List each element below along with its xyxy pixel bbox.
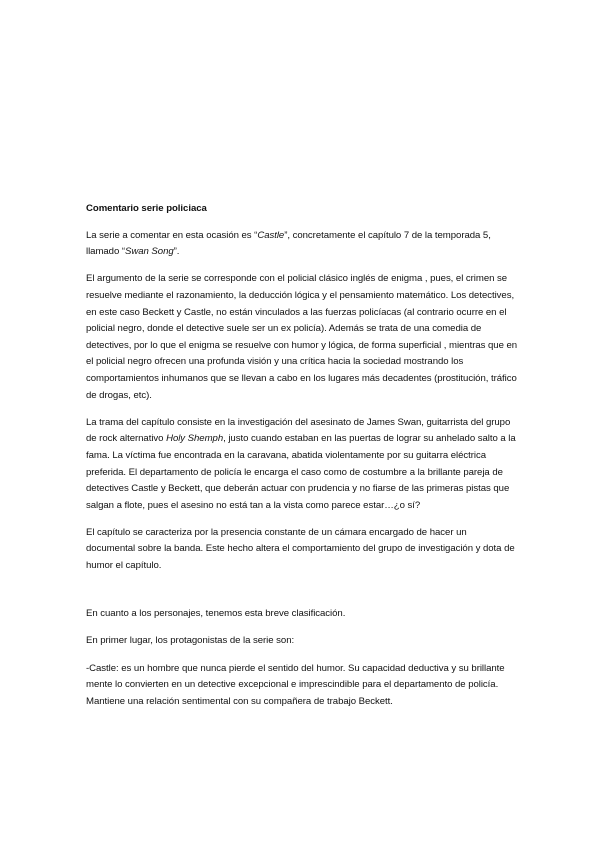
band-name: Holy Shemph xyxy=(166,433,224,445)
series-name: Castle xyxy=(257,229,285,241)
episode-name: Swan Song xyxy=(125,246,174,258)
document-title: Comentario serie policiaca xyxy=(86,203,207,214)
castle-paragraph: -Castle: es un hombre que nunca pierde el sentido del humor. Su capacidad deductiva y su brillante mente lo convierten en un detective excepcional e imprescindible para el departamento de policía. Mantiene una relación sentimental con su compañera de trabajo Beckett. xyxy=(86,662,505,707)
intro-text-start: La serie a comentar en esta ocasión es “ xyxy=(86,229,258,241)
plot-text-start: La trama del capítulo consiste en la investigación del asesinato de James Swan, guitarrista del grupo de rock alternativo xyxy=(86,416,511,445)
protagonists-paragraph: En primer lugar, los protagonistas de la serie son: xyxy=(86,635,295,647)
plot-paragraph xyxy=(86,415,518,515)
plot-text-end: , justo cuando estaban en las puertas de lograr su anhelado salto a la fama. La víctima fue encontrada en la caravana, abatida violentamente por su guitarra eléctrica preferida. El departamento de policía le encarga el caso como de costumbre a la brillante pareja de detectives Castle y Beckett, que deberán actuar con prudencia y no fiarse de las primeras pistas que salgan a flote, pues el asesino no está tan a la vista como parece estar…¿o sí? xyxy=(86,433,516,511)
intro-text-end: ”. xyxy=(173,246,180,258)
intro-text-middle: ”, concretamente el capítulo 7 de la temporada 5, llamado “ xyxy=(86,229,491,258)
document-body xyxy=(86,201,518,721)
paragraph-gap xyxy=(86,585,518,606)
characters-paragraph: En cuanto a los personajes, tenemos esta breve clasificación. xyxy=(86,608,346,620)
intro-paragraph xyxy=(86,228,518,261)
camera-paragraph: El capítulo se caracteriza por la presencia constante de un cámara encargado de hacer un documental sobre la banda. Este hecho altera el comportamiento del grupo de investigación y dota de humor el capítulo. xyxy=(86,526,515,572)
argument-paragraph: El argumento de la serie se corresponde con el policial clásico inglés de enigma , pues, el crimen se resuelve mediante el razonamiento, la deducción lógica y el pensamiento matemático. Los detectives, en este caso Beckett y Castle, no están vinculados a las fuerzas policíacas (al contrario ocurre en el policial negro, donde el detective suele ser un ex policía). Además se trata de una comedia de detectives, por lo que el enigma se resuelve con humor y lógica, de forma superficial , mientras que en el policial negro ofrecen una profunda visión y una crítica hacia la sociedad mostrando los comportamientos inhumanos que se llevan a cabo en los lugares más decadentes (prostitución, tráfico de drogas, etc). xyxy=(86,273,518,401)
